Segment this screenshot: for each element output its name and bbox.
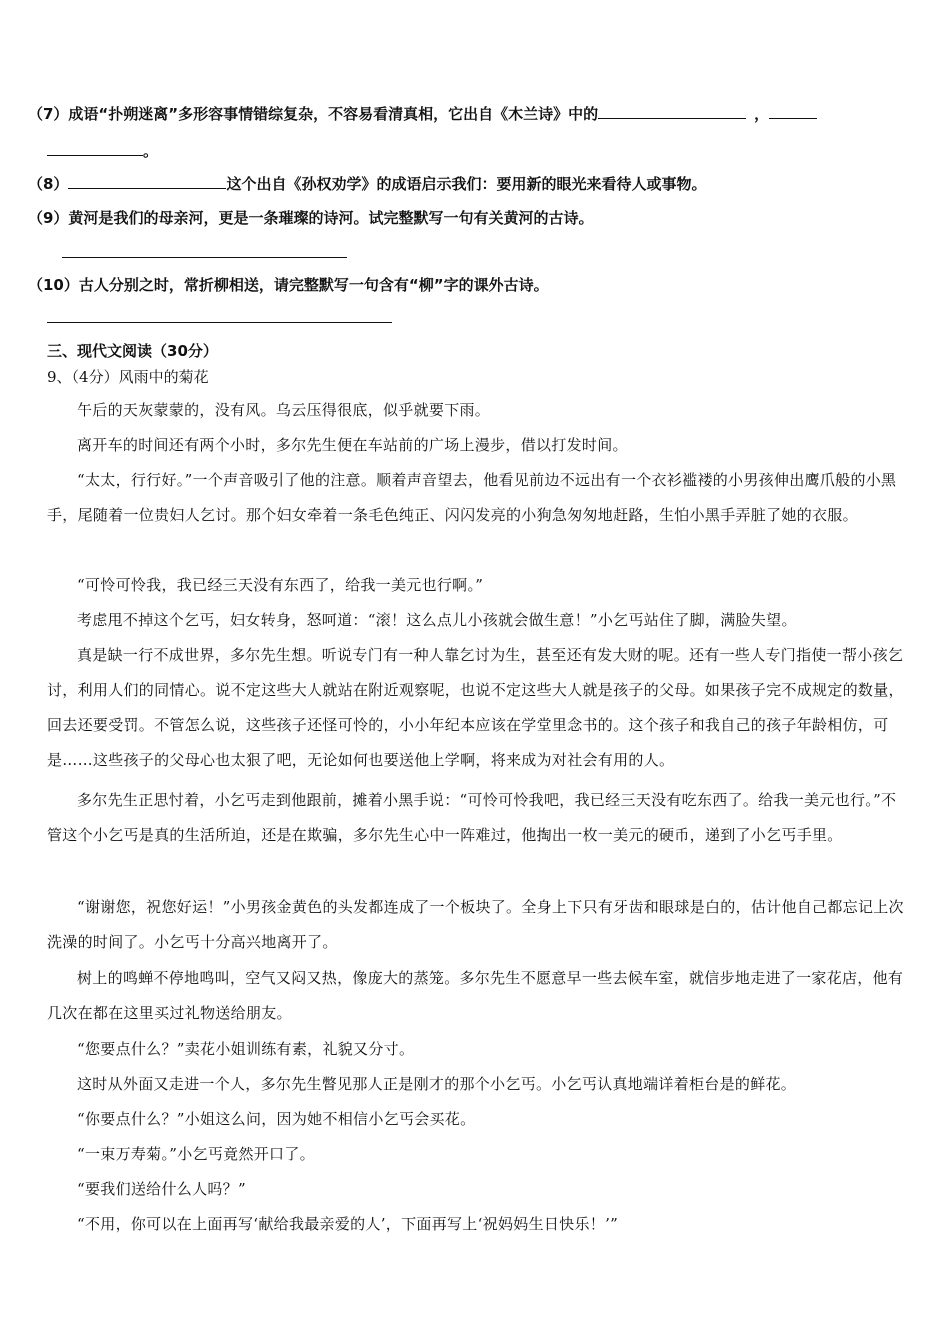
- passage-paragraph: 多尔先生正思忖着，小乞丐走到他跟前，摊着小黑手说：“可怜可怜我吧，我已经三天没有吃东西了。给我一美元也行。”不管这个小乞丐是真的生活所迫，还是在欺骗，多尔先生心中一阵难过，他掏出一枚一美元的硬币，递到了小乞丐手里。: [47, 791, 897, 844]
- answer-blank-7a[interactable]: [598, 104, 746, 119]
- question-7-text: （7）成语“扑朔迷离”多形容事情错综复杂，不容易看清真相，它出自《木兰诗》中的: [28, 105, 599, 123]
- passage-paragraph: “您要点什么？”卖花小姐训练有素，礼貌又分寸。: [77, 1040, 415, 1058]
- passage-paragraph: “你要点什么？”小姐这么问，因为她不相信小乞丐会买花。: [77, 1110, 476, 1128]
- question-7-end: 。: [143, 142, 159, 160]
- reading-question-title: 9、（4分）风雨中的菊花: [47, 368, 209, 386]
- answer-blank-7b-start[interactable]: [769, 104, 817, 119]
- passage-paragraph: 考虑甩不掉这个乞丐，妇女转身，怒呵道：“滚！这么点儿小孩就会做生意！”小乞丐站住了脚，满脸失望。: [77, 611, 797, 629]
- question-7-continued: [47, 140, 158, 162]
- question-7: [28, 103, 817, 125]
- answer-blank-7b-end[interactable]: [47, 141, 143, 156]
- passage-paragraph: 午后的天灰蒙蒙的，没有风。乌云压得很底，似乎就要下雨。: [77, 401, 491, 419]
- passage-paragraph: “可怜可怜我，我已经三天没有东西了，给我一美元也行啊。”: [77, 576, 484, 594]
- answer-line-9[interactable]: [62, 257, 347, 258]
- question-9: [28, 207, 593, 229]
- passage-paragraph: 这时从外面又走进一个人，多尔先生瞥见那人正是刚才的那个小乞丐。小乞丐认真地端详着柜台是的鲜花。: [77, 1075, 797, 1093]
- question-9-text: （9）黄河是我们的母亲河，更是一条璀璨的诗河。试完整默写一句有关黄河的古诗。: [28, 209, 594, 227]
- section-heading: 三、现代文阅读（30分）: [47, 342, 218, 360]
- passage-paragraph: “一束万寿菊。”小乞丐竟然开口了。: [77, 1145, 315, 1163]
- question-8: [28, 173, 706, 195]
- answer-line-10[interactable]: [47, 322, 392, 323]
- answer-blank-8[interactable]: [68, 174, 226, 189]
- passage-paragraph: “谢谢您，祝您好运！”小男孩金黄色的头发都连成了一个板块了。全身上下只有牙齿和眼球是白的，估计他自己都忘记上次洗澡的时间了。小乞丐十分高兴地离开了。: [47, 898, 904, 951]
- passage-paragraph: 真是缺一行不成世界，多尔先生想。听说专门有一种人靠乞讨为生，甚至还有发大财的呢。还有一些人专门指使一帮小孩乞讨，利用人们的同情心。说不定这些大人就站在附近观察呢，也说不定这些大人就是孩子的父母。如果孩子完不成规定的数量，回去还要受罚。不管怎么说，这些孩子还怪可怜的，小小年纪本应该在学堂里念书的。这个孩子和我自己的孩子年龄相仿，可是……这些孩子的父母心也太狠了吧，无论如何也要送他上学啊，将来成为对社会有用的人。: [47, 646, 904, 769]
- passage-paragraph: 离开车的时间还有两个小时，多尔先生便在车站前的广场上漫步，借以打发时间。: [77, 436, 628, 454]
- question-7-comma: ，: [754, 105, 770, 123]
- question-8-number: （8）: [28, 175, 69, 193]
- passage-paragraph: 树上的鸣蝉不停地鸣叫，空气又闷又热，像庞大的蒸笼。多尔先生不愿意早一些去候车室，就信步地走进了一家花店，他有几次在都在这里买过礼物送给朋友。: [47, 969, 904, 1022]
- passage-paragraph: “太太，行行好。”一个声音吸引了他的注意。顺着声音望去，他看见前边不远出有一个衣衫褴褛的小男孩伸出鹰爪般的小黑手，尾随着一位贵妇人乞讨。那个妇女牵着一条毛色纯正、闪闪发亮的小狗急匆匆地赶路，生怕小黑手弄脏了她的衣服。: [47, 471, 897, 524]
- passage-paragraph: “不用，你可以在上面再写‘献给我最亲爱的人’，下面再写上‘祝妈妈生日快乐！’”: [77, 1215, 619, 1233]
- question-8-text: 这个出自《孙权劝学》的成语启示我们：要用新的眼光来看待人或事物。: [226, 175, 707, 193]
- passage-paragraph: “要我们送给什么人吗？”: [77, 1180, 246, 1198]
- question-10-text: （10）古人分别之时，常折柳相送，请完整默写一句含有“柳”字的课外古诗。: [28, 276, 549, 294]
- question-10: [28, 274, 549, 296]
